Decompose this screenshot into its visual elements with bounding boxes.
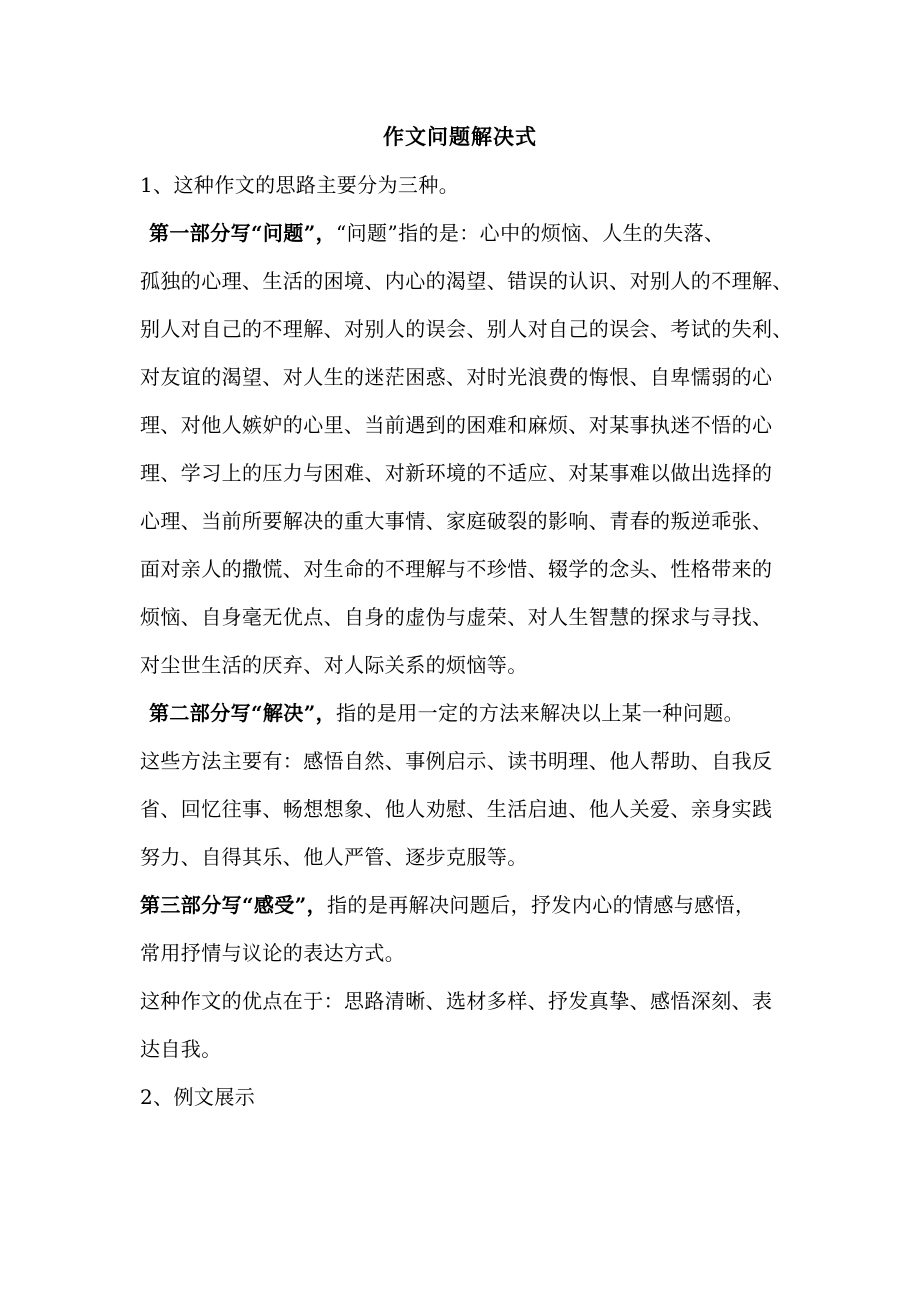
section1-heading: 1、这种作文的思路主要分为三种。	[140, 173, 460, 197]
part1-line: 心理、当前所要解决的重大事情、家庭破裂的影响、青春的叛逆乖张、	[140, 509, 773, 533]
part1-line: 理、对他人嫉妒的心里、当前遇到的困难和麻烦、对某事执迷不悟的心	[140, 413, 773, 437]
document-title: 作文问题解决式	[383, 124, 537, 149]
part2-line: 省、回忆往事、畅想想象、他人劝慰、生活启迪、他人关爱、亲身实践	[140, 797, 773, 821]
part2-line: 努力、自得其乐、他人严管、逐步克服等。	[140, 845, 528, 869]
part2-text: 指的是用一定的方法来解决以上某一种问题。	[336, 701, 745, 725]
part3-first-line	[140, 890, 790, 920]
part3-line: 常用抒情与议论的表达方式。	[140, 941, 406, 965]
part1-line: 面对亲人的撒慌、对生命的不理解与不珍惜、辍学的念头、性格带来的	[140, 557, 773, 581]
part2-first-line	[149, 698, 799, 728]
part2-lead: 第二部分写“解决”，	[149, 701, 337, 725]
part3-lead: 第三部分写“感受”，	[140, 893, 328, 917]
part1-line: 理、学习上的压力与困难、对新环境的不适应、对某事难以做出选择的	[140, 461, 773, 485]
part2-line: 这些方法主要有：感悟自然、事例启示、读书明理、他人帮助、自我反	[140, 749, 773, 773]
advantage-line: 这种作文的优点在于：思路清晰、选材多样、抒发真挚、感悟深刻、表	[140, 989, 773, 1013]
part1-line: 对友谊的渴望、对人生的迷茫困惑、对时光浪费的悔恨、自卑懦弱的心	[140, 365, 773, 389]
part1-line: 别人对自己的不理解、对别人的误会、别人对自己的误会、考试的失利、	[140, 317, 793, 341]
part1-lead: 第一部分写“问题”，	[149, 221, 337, 245]
part1-line: 烦恼、自身毫无优点、自身的虚伪与虚荣、对人生智慧的探求与寻找、	[140, 605, 773, 629]
part3-text: 指的是再解决问题后，抒发内心的情感与感悟，	[327, 893, 756, 917]
part1-line: 孤独的心理、生活的困境、内心的渴望、错误的认识、对别人的不理解、	[140, 269, 793, 293]
section2-heading: 2、例文展示	[140, 1085, 256, 1109]
part1-first-line	[149, 218, 799, 248]
part1-line: 对尘世生活的厌弃、对人际关系的烦恼等。	[140, 653, 528, 677]
part1-text: “问题”指的是：心中的烦恼、人生的失落、	[336, 221, 725, 245]
advantage-line: 达自我。	[140, 1037, 222, 1061]
